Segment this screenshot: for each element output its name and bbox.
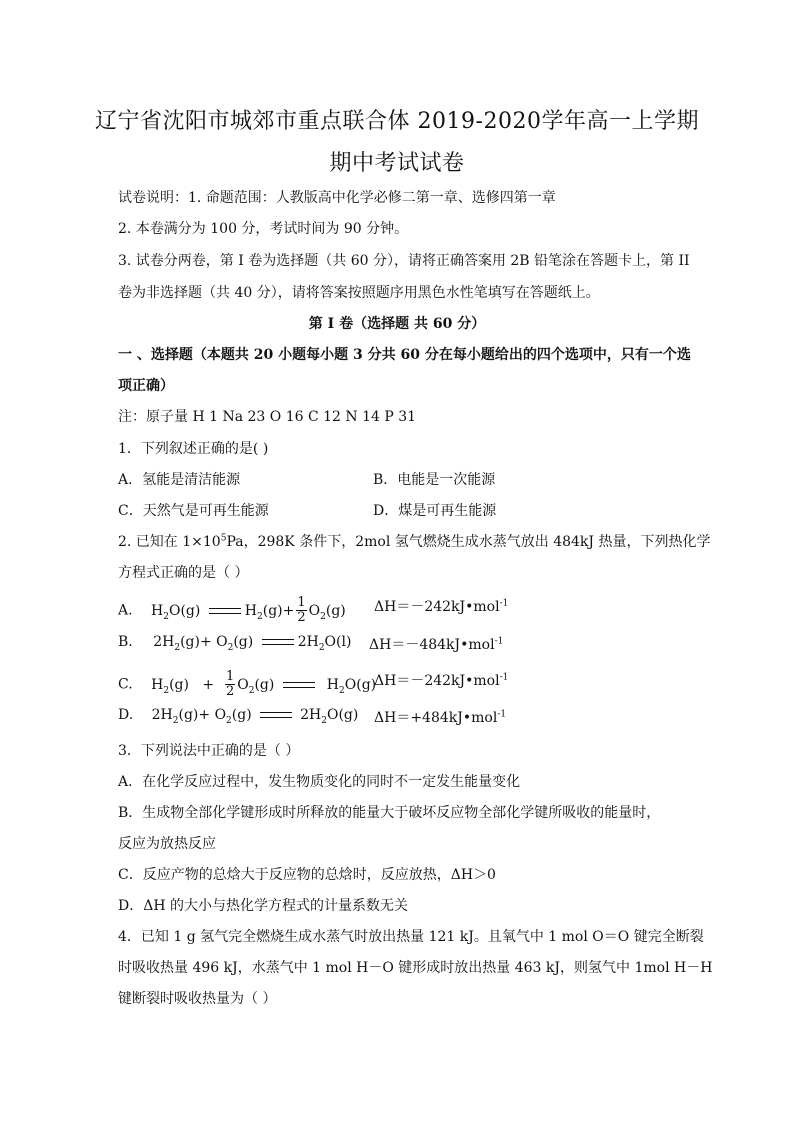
q3-option-c: C．反应产物的总焓大于反应物的总焓时，反应放热，ΔH＞0 xyxy=(118,867,496,883)
q3-option-a: A．在化学反应过程中，发生物质变化的同时不一定发生能量变化 xyxy=(118,774,521,790)
q2-option-d-label: D. xyxy=(118,707,134,723)
q2-option-b-label: B. xyxy=(118,634,133,650)
q2-option-b: B. $2H_2(g)+ O_2(g)$ $2H_2O(l)$ xyxy=(118,634,352,653)
q1-option-b: B．电能是一次能源 xyxy=(373,472,496,488)
instruction-line-4: 卷为非选择题（共 40 分），请将答案按照题序用黑色水性笔填写在答题纸上。 xyxy=(118,285,600,301)
q2-option-d: D. $2H_2(g)+ O_2(g)$ $2H_2O(g)$ xyxy=(118,707,359,726)
q3-option-b-line-2: 反应为放热反应 xyxy=(118,836,216,852)
part-heading-line-2: 项正确） xyxy=(118,378,174,394)
q1-option-d: D．煤是可再生能源 xyxy=(373,503,497,519)
q3-stem: 3．下列说法中正确的是（ ） xyxy=(118,743,300,759)
q2-stem xyxy=(118,531,710,551)
equals-double-line-icon xyxy=(260,712,292,718)
q4-line-2: 时吸收热量 496 kJ，水蒸气中 1 mol H－O 键形成时放出热量 463 kJ，则氢气中 1mol H－H xyxy=(118,960,713,976)
q3-option-d: D．ΔH 的大小与热化学方程式的计量系数无关 xyxy=(118,898,408,914)
equals-double-line-icon xyxy=(262,639,294,645)
q3-option-b-line-1: B．生成物全部化学键形成时所释放的能量大于破坏反应物全部化学键所吸收的能量时， xyxy=(118,805,661,821)
exam-title-line1: 辽宁省沈阳市城郊市重点联合体 2019-2020学年高一上学期 xyxy=(95,109,699,134)
atomic-mass-note: 注：原子量 H 1 Na 23 O 16 C 12 N 14 P 31 xyxy=(118,409,417,425)
q2-stem-exponent: 5 xyxy=(220,533,227,544)
q2-stem-part-a: 2. 已知在 1×10 xyxy=(118,534,221,550)
q1-option-a: A．氢能是清洁能源 xyxy=(118,472,241,488)
q4-line-1: 4．已知 1 g 氢气完全燃烧生成水蒸气时放出热量 121 kJ。且氧气中 1 mol O＝O 键完全断裂 xyxy=(118,929,704,945)
instruction-line-1: 试卷说明：1. 命题范围：人教版高中化学必修二第一章、选修四第一章 xyxy=(118,190,556,206)
q2-stem-part-b: Pa，298K 条件下，2mol 氢气燃烧生成水蒸气放出 484kJ 热量，下列热化学 xyxy=(226,534,711,550)
q1-stem: 1．下列叙述正确的是( ) xyxy=(118,441,269,457)
q2-option-b-dh: ΔH＝－484kJ•mol$^{-1}$ xyxy=(369,636,504,653)
q2-option-a: A. $H_2O(g)$ $H_2(g)+$ $\frac{1}{2}$ $O_2(g)$ xyxy=(118,595,346,625)
q2-option-c-label: C. xyxy=(118,676,133,693)
q1-option-c: C．天然气是可再生能源 xyxy=(118,503,269,519)
fraction-one-half: $\frac{1}{2}$ xyxy=(297,595,306,625)
instruction-line-2: 2. 本卷满分为 100 分，考试时间为 90 分钟。 xyxy=(118,221,409,237)
q4-line-3: 键断裂时吸收热量为（ ） xyxy=(118,991,277,1007)
q2-option-a-label: A. xyxy=(118,602,133,619)
q2-option-c: C. $H_2(g)$ + $\frac{1}{2}$ $O_2(g)$ $H_2O(g)$ xyxy=(118,669,377,699)
equals-double-line-icon xyxy=(209,608,241,614)
instruction-line-3: 3. 试卷分两卷，第 I 卷为选择题（共 60 分），请将正确答案用 2B 铅笔涂在答题卡上，第 II xyxy=(118,253,690,269)
section-heading: 第 I 卷（选择题 共 60 分） xyxy=(308,316,486,332)
equals-double-line-icon xyxy=(283,682,315,688)
part-heading-line-1: 一 、选择题（本题共 20 小题每小题 3 分共 60 分在每小题给出的四个选项中，只有一个选 xyxy=(118,347,691,363)
fraction-one-half: $\frac{1}{2}$ xyxy=(225,669,235,699)
exam-title-line2: 期中考试试卷 xyxy=(329,151,465,176)
q2-option-c-dh: ΔH＝－242kJ•mol$^{-1}$ xyxy=(374,672,509,689)
q2-option-d-dh: ΔH＝+484kJ•mol$^{-1}$ xyxy=(374,709,507,726)
q2-option-a-dh: ΔH＝－242kJ•mol$^{-1}$ xyxy=(374,598,509,615)
q2-stem-line-2: 方程式正确的是（ ） xyxy=(118,565,249,581)
